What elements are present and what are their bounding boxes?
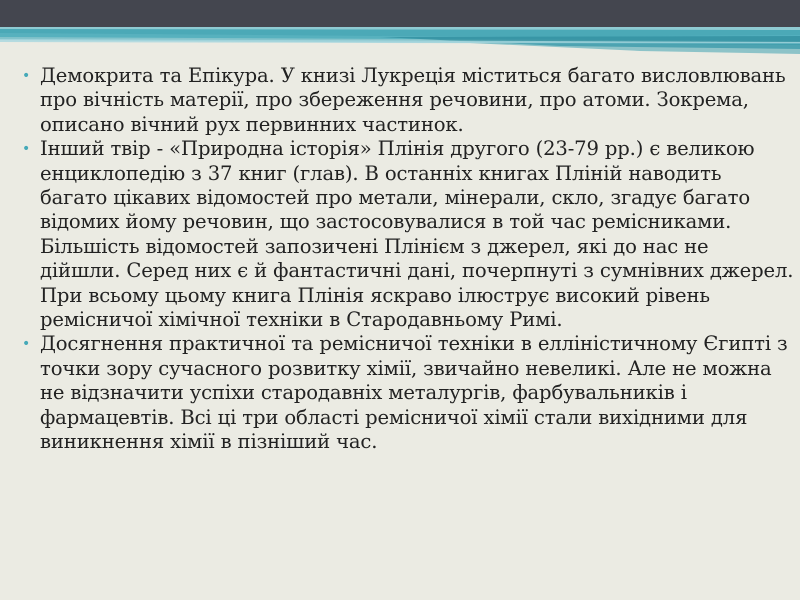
slide-bullet-list bbox=[22, 64, 794, 455]
slide-header-stripes bbox=[0, 27, 800, 54]
bullet-text-1: Демокрита та Епікура. У книзі Лукреція міститься багато висловлювань про вічність матерії, про збереження речовини, про атоми. Зокрема, описано вічний рух первинних частинок. bbox=[40, 64, 786, 136]
bullet-item-1 bbox=[22, 64, 794, 137]
bullet-dot-icon: • bbox=[22, 336, 31, 353]
slide-header-bar bbox=[0, 0, 800, 27]
bullet-dot-icon: • bbox=[22, 68, 31, 84]
header-stripes-graphic bbox=[0, 27, 800, 54]
bullet-text-3: Досягнення практичної та ремісничої техніки в елліністичному Єгипті з точки зору сучасного розвитку хімії, звичайно невеликі. Але не можна не відзначити успіхи стародавніх металургів, фарбувальників і фармацевтів. Всі ці три області ремісничої хімії стали вихідними для виникнення хімії в пізніший час. bbox=[40, 332, 788, 454]
bullet-dot-icon: • bbox=[22, 141, 31, 158]
bullet-item-3 bbox=[22, 332, 794, 454]
bullet-item-2 bbox=[22, 137, 794, 332]
bullet-text-2: Інший твір - «Природна історія» Плінія другого (23-79 рр.) є великою енциклопедію з 37 книг (глав). В останніх книгах Пліній наводить багато цікавих відомостей про метали, мінерали, скло, згадує багато відомих йому речовин, що застосовувалися в той час ремісниками. Більшість відомостей запозичені Плінієм з джерел, які до нас не дійшли. Серед них є й фантастичні дані, почерпнуті з сумнівних джерел. При всьому цьому книга Плінія яскраво ілюструє високий рівень ремісничої хімічної техніки в Стародавньому Римі. bbox=[40, 137, 794, 332]
